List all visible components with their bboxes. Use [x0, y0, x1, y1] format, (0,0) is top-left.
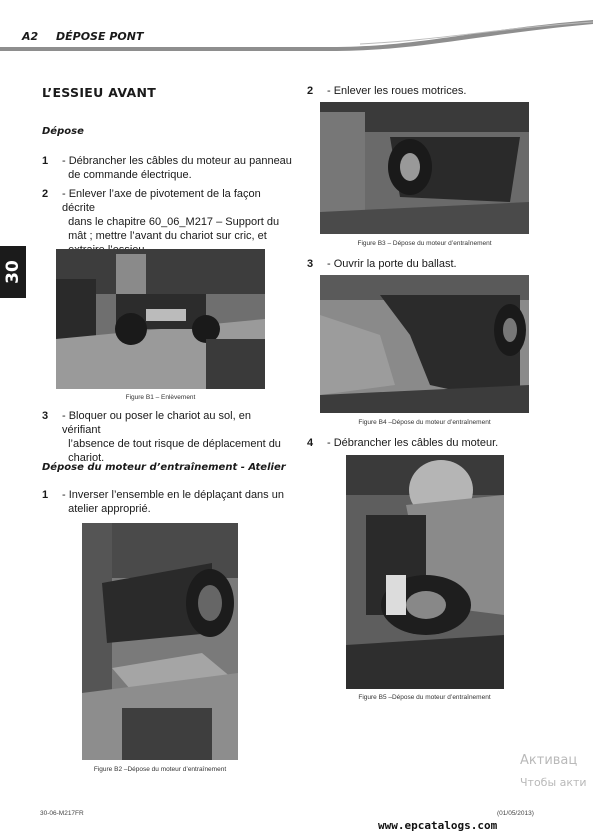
- figure-b5-photo: [346, 455, 504, 689]
- step-number: 2: [42, 188, 49, 200]
- watermark-line-2: Чтобы акти: [520, 776, 587, 789]
- step-number: 3: [42, 410, 49, 422]
- step-line: - Débrancher les câbles du moteur.: [327, 437, 499, 449]
- header-title: DÉPOSE PONT: [56, 30, 144, 43]
- step-2: [42, 187, 292, 245]
- step-line: de commande électrique.: [62, 169, 192, 181]
- chapter-tab: [0, 246, 26, 298]
- step-number: 3: [307, 258, 314, 270]
- right-step-2: [307, 84, 567, 100]
- figure-b3-photo: [320, 102, 529, 234]
- step-line: - Enlever les roues motrices.: [327, 85, 467, 97]
- figure-b5-caption: Figure B5 –Dépose du moteur d’entraînement: [358, 694, 491, 701]
- footer-doc-code: 30-06-M217FR: [40, 810, 84, 817]
- section-code: A2: [22, 30, 39, 43]
- chapter-number: 30: [2, 260, 23, 284]
- figure-b4-caption: Figure B4 –Dépose du moteur d’entraînement: [358, 419, 491, 426]
- site-url[interactable]: www.epcatalogs.com: [378, 819, 498, 832]
- step-line: - Débrancher les câbles du moteur au panneau: [62, 155, 292, 167]
- step-number: 2: [307, 85, 314, 97]
- right-step-3: [307, 257, 567, 273]
- step-line: l’absence de tout risque de déplacement du: [62, 438, 281, 450]
- step-line: - Inverser l’ensemble en le déplaçant dans un: [62, 489, 284, 501]
- right-step-4: [307, 436, 567, 452]
- step-line: dans le chapitre 60_06_M217 – Support du: [62, 216, 280, 228]
- step-1: [42, 154, 292, 184]
- figure-b2-caption: Figure B2 –Dépose du moteur d’entraînement: [93, 766, 227, 773]
- section-title: L’ESSIEU AVANT: [42, 85, 157, 100]
- figure-b4-photo: [320, 275, 529, 413]
- figure-b3-caption: Figure B3 – Dépose du moteur d’entraînement: [357, 240, 492, 247]
- figure-b1-caption: Figure B1 – Enlèvement: [125, 394, 196, 401]
- step-line: - Bloquer ou poser le chariot au sol, en vérifiant: [62, 410, 251, 436]
- step-line: chariot.: [62, 452, 105, 464]
- header-swoosh: [0, 14, 593, 54]
- figure-b2-photo: [82, 523, 238, 760]
- watermark-line-1: Активац: [520, 753, 578, 768]
- step-line: atelier approprié.: [62, 503, 151, 515]
- step-1b: [42, 488, 292, 518]
- step-line: - Enlever l’axe de pivotement de la façon décrite: [62, 188, 261, 214]
- step-number: 4: [307, 437, 314, 449]
- step-line: mât ; mettre l’avant du chariot sur cric, et: [62, 230, 267, 242]
- figure-b1-photo: [56, 249, 265, 389]
- subsection-depose: Dépose: [42, 126, 84, 137]
- subsection-atelier: Dépose du moteur d’entraînement - Atelier: [42, 462, 286, 473]
- step-number: 1: [42, 489, 49, 501]
- step-line: - Ouvrir la porte du ballast.: [327, 258, 457, 270]
- footer-date: (01/05/2013): [497, 810, 534, 817]
- step-3: [42, 409, 292, 464]
- step-number: 1: [42, 155, 49, 167]
